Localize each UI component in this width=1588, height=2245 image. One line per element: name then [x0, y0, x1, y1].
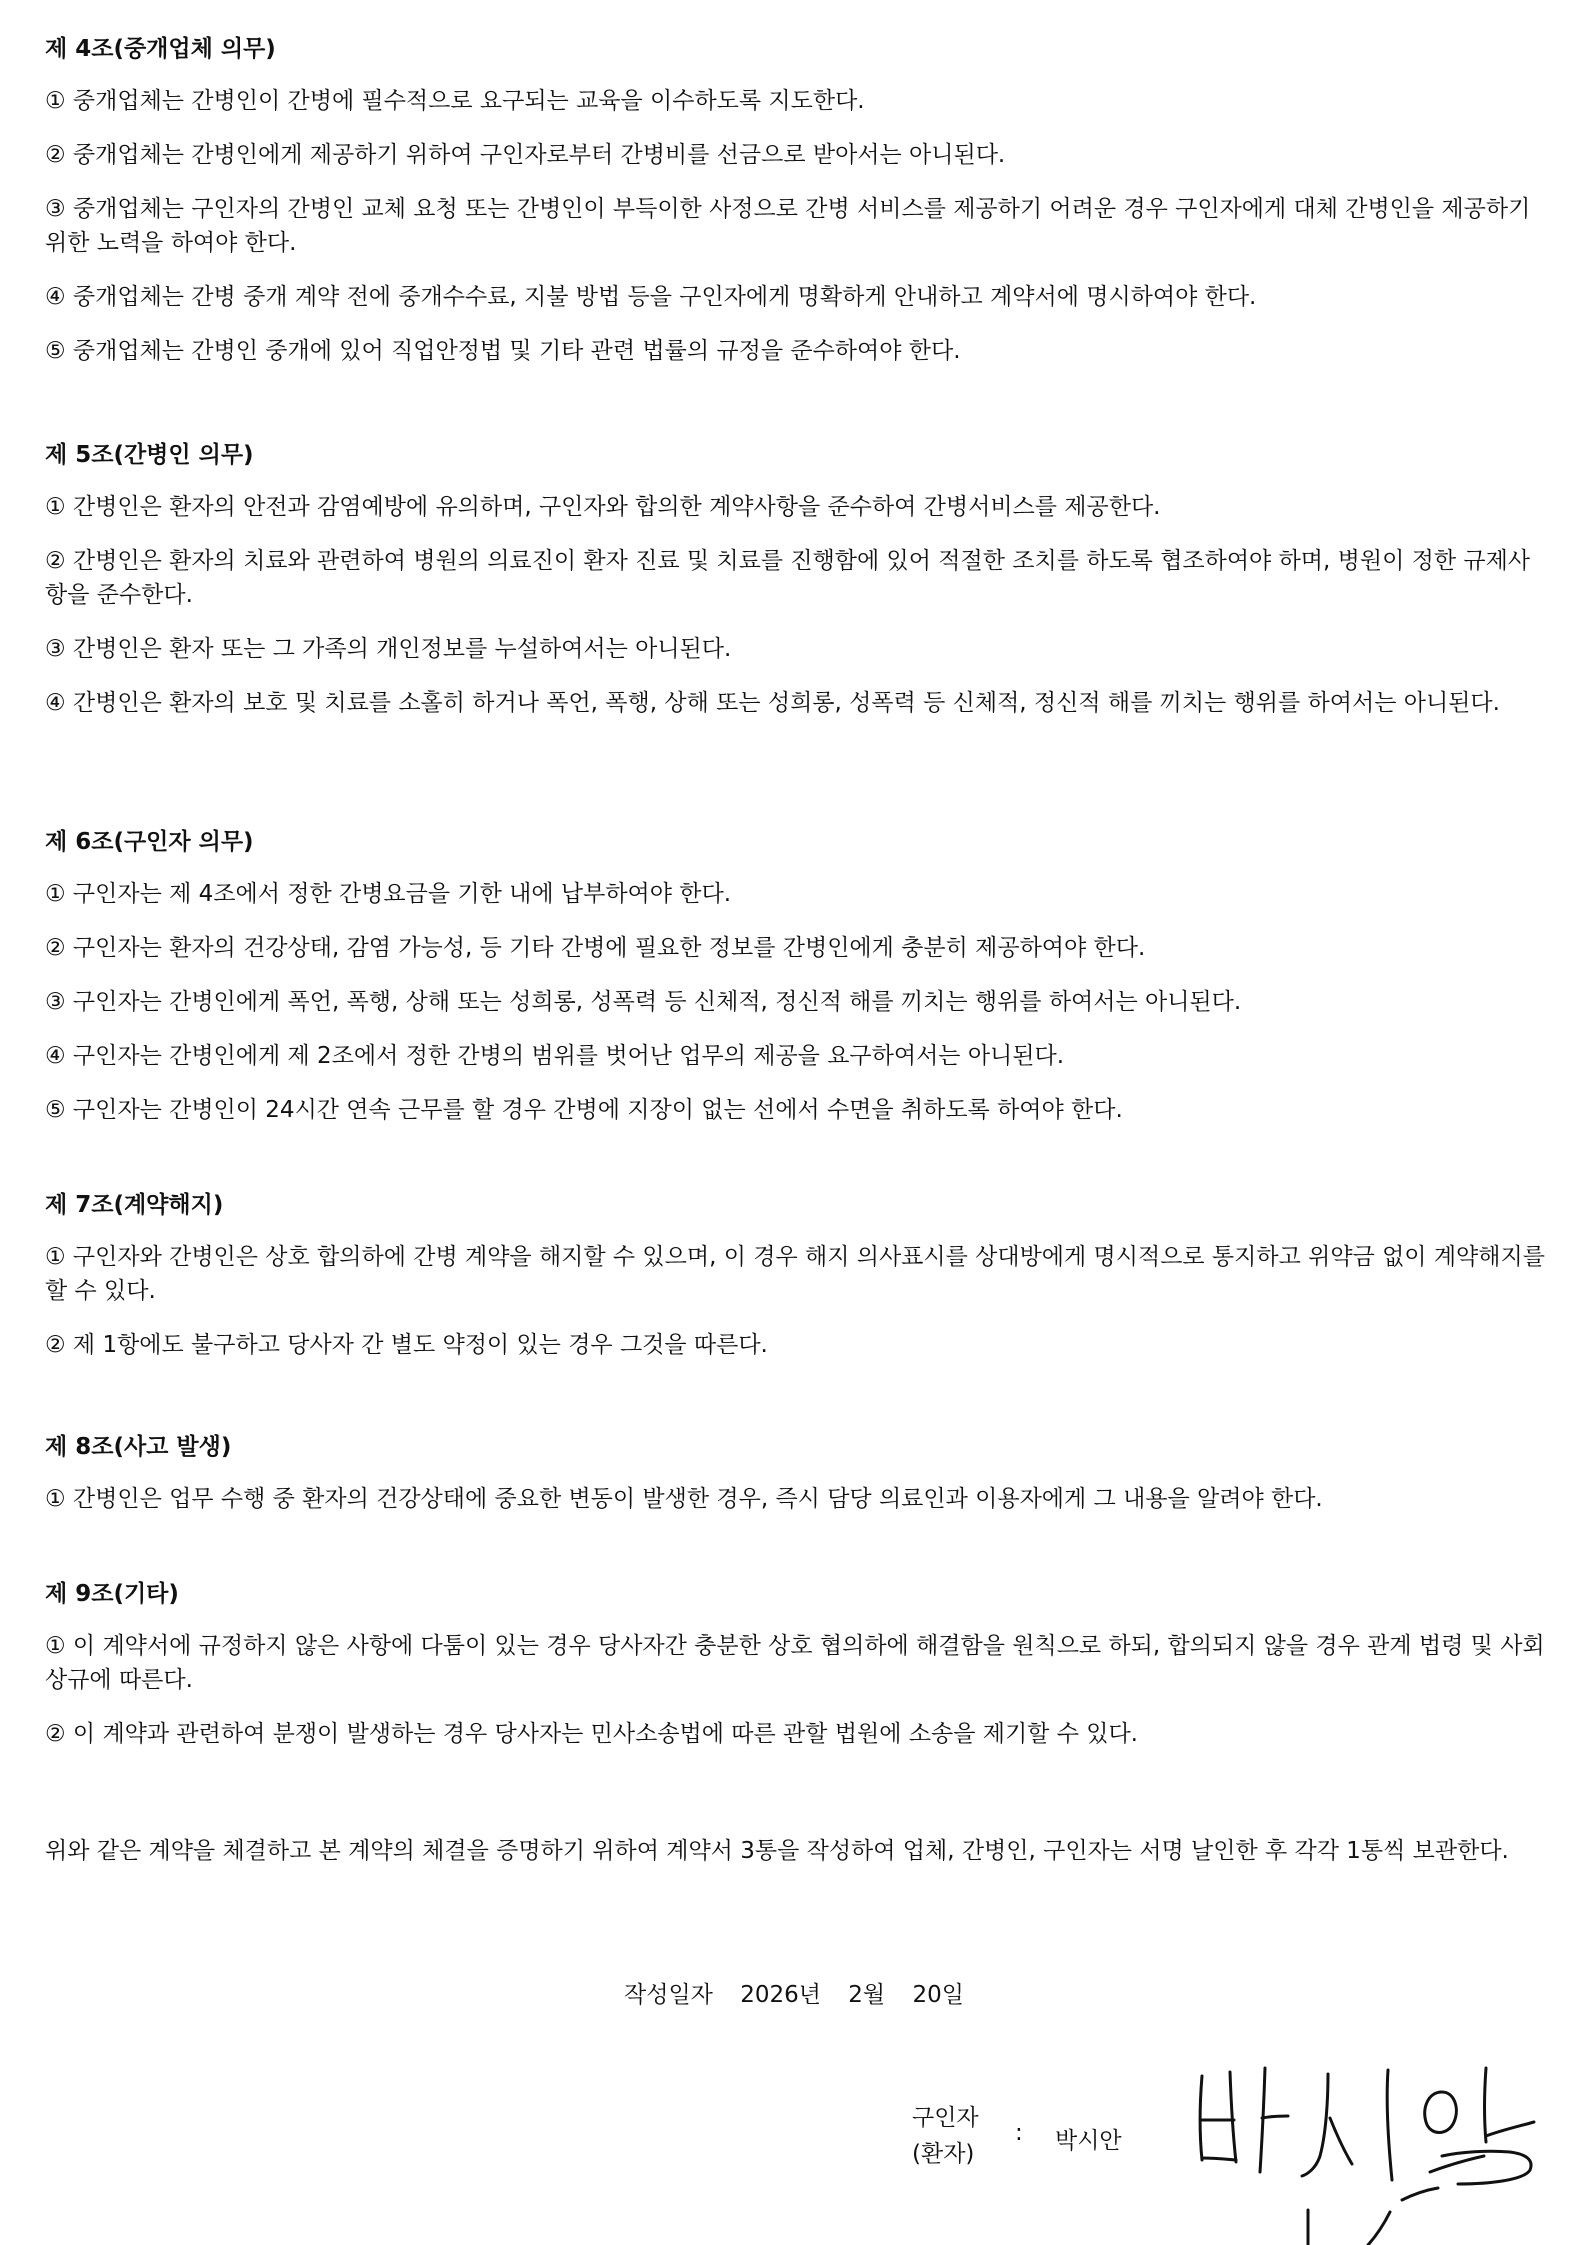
article-clause: ② 이 계약과 관련하여 분쟁이 발생하는 경우 당사자는 민사소송법에 따른 관할 법원에 소송을 제기할 수 있다. — [45, 1721, 1138, 1747]
article-9 — [45, 1577, 1545, 1751]
article-clause: ③ 중개업체는 구인자의 간병인 교체 요청 또는 간병인이 부득이한 사정으로 간병 서비스를 제공하기 어려운 경우 구인자에게 대체 간병인을 제공하기 위한 노력을 하여야 한다. — [45, 196, 1531, 256]
article-clause: ① 간병인은 업무 수행 중 환자의 건강상태에 중요한 변동이 발생한 경우, 즉시 담당 의료인과 이용자에게 그 내용을 알려야 한다. — [45, 1486, 1323, 1512]
signer-colon: : — [1015, 2120, 1023, 2146]
article-clause: ② 구인자는 환자의 건강상태, 감염 가능성, 등 기타 간병에 필요한 정보를 간병인에게 충분히 제공하여야 한다. — [45, 935, 1146, 961]
date-label: 작성일자 — [624, 1982, 713, 2008]
closing-statement: 위와 같은 계약을 체결하고 본 계약의 체결을 증명하기 위하여 계약서 3통을 작성하여 업체, 간병인, 구인자는 서명 날인한 후 각각 1통씩 보관한다. — [45, 1838, 1509, 1864]
article-6 — [45, 825, 1545, 1127]
article-clause: ① 구인자와 간병인은 상호 합의하에 간병 계약을 해지할 수 있으며, 이 경우 해지 의사표시를 상대방에게 명시적으로 통지하고 위약금 없이 계약해지를 할 수 있다. — [45, 1244, 1545, 1304]
signer-name: 박시안 — [1055, 2128, 1122, 2154]
article-clause: ④ 중개업체는 간병 중개 계약 전에 중개수수료, 지불 방법 등을 구인자에게 명확하게 안내하고 계약서에 명시하여야 한다. — [45, 284, 1257, 310]
date-month: 2월 — [848, 1982, 886, 2008]
article-clause: ④ 구인자는 간병인에게 제 2조에서 정한 간병의 범위를 벗어난 업무의 제공을 요구하여서는 아니된다. — [45, 1043, 1065, 1069]
article-clause: ① 이 계약서에 규정하지 않은 사항에 다툼이 있는 경우 당사자간 충분한 상호 협의하에 해결함을 원칙으로 하되, 합의되지 않을 경우 관계 법령 및 사회상규에 따른다. — [45, 1633, 1545, 1693]
handwritten-signature — [1190, 2060, 1550, 2245]
article-clause: ⑤ 중개업체는 간병인 중개에 있어 직업안정법 및 기타 관련 법률의 규정을 준수하여야 한다. — [45, 338, 961, 364]
article-heading: 제 9조(기타) — [45, 1581, 179, 1607]
article-clause: ② 중개업체는 간병인에게 제공하기 위하여 구인자로부터 간병비를 선금으로 받아서는 아니된다. — [45, 142, 1006, 168]
article-clause: ⑤ 구인자는 간병인이 24시간 연속 근무를 할 경우 간병에 지장이 없는 선에서 수면을 취하도록 하여야 한다. — [45, 1097, 1123, 1123]
article-clause: ④ 간병인은 환자의 보호 및 치료를 소홀히 하거나 폭언, 폭행, 상해 또는 성희롱, 성폭력 등 신체적, 정신적 해를 끼치는 행위를 하여서는 아니된다. — [45, 690, 1500, 716]
date-year: 2026년 — [740, 1982, 821, 2008]
article-8 — [45, 1430, 1545, 1516]
article-clause: ① 중개업체는 간병인이 간병에 필수적으로 요구되는 교육을 이수하도록 지도한다. — [45, 88, 865, 114]
signer-role-line1: 구인자 — [912, 2105, 979, 2131]
article-heading: 제 7조(계약해지) — [45, 1192, 224, 1218]
date-line — [0, 1978, 1588, 2012]
article-heading: 제 4조(중개업체 의무) — [45, 36, 276, 62]
article-heading: 제 8조(사고 발생) — [45, 1434, 232, 1460]
article-clause: ① 구인자는 제 4조에서 정한 간병요금을 기한 내에 납부하여야 한다. — [45, 881, 732, 907]
article-heading: 제 6조(구인자 의무) — [45, 829, 254, 855]
article-7 — [45, 1188, 1545, 1362]
article-heading: 제 5조(간병인 의무) — [45, 442, 254, 468]
article-clause: ③ 구인자는 간병인에게 폭언, 폭행, 상해 또는 성희롱, 성폭력 등 신체적, 정신적 해를 끼치는 행위를 하여서는 아니된다. — [45, 989, 1242, 1015]
article-5 — [45, 438, 1545, 720]
signer-role-line2: (환자) — [912, 2141, 975, 2167]
signer-role — [912, 2100, 979, 2172]
article-clause: ③ 간병인은 환자 또는 그 가족의 개인정보를 누설하여서는 아니된다. — [45, 636, 732, 662]
article-clause: ② 제 1항에도 불구하고 당사자 간 별도 약정이 있는 경우 그것을 따른다. — [45, 1332, 768, 1358]
article-4 — [45, 32, 1545, 368]
date-day: 20일 — [912, 1982, 964, 2008]
article-clause: ② 간병인은 환자의 치료와 관련하여 병원의 의료진이 환자 진료 및 치료를 진행함에 있어 적절한 조치를 하도록 협조하여야 하며, 병원이 정한 규제사항을 준수한다. — [45, 548, 1531, 608]
article-clause: ① 간병인은 환자의 안전과 감염예방에 유의하며, 구인자와 합의한 계약사항을 준수하여 간병서비스를 제공한다. — [45, 494, 1161, 520]
